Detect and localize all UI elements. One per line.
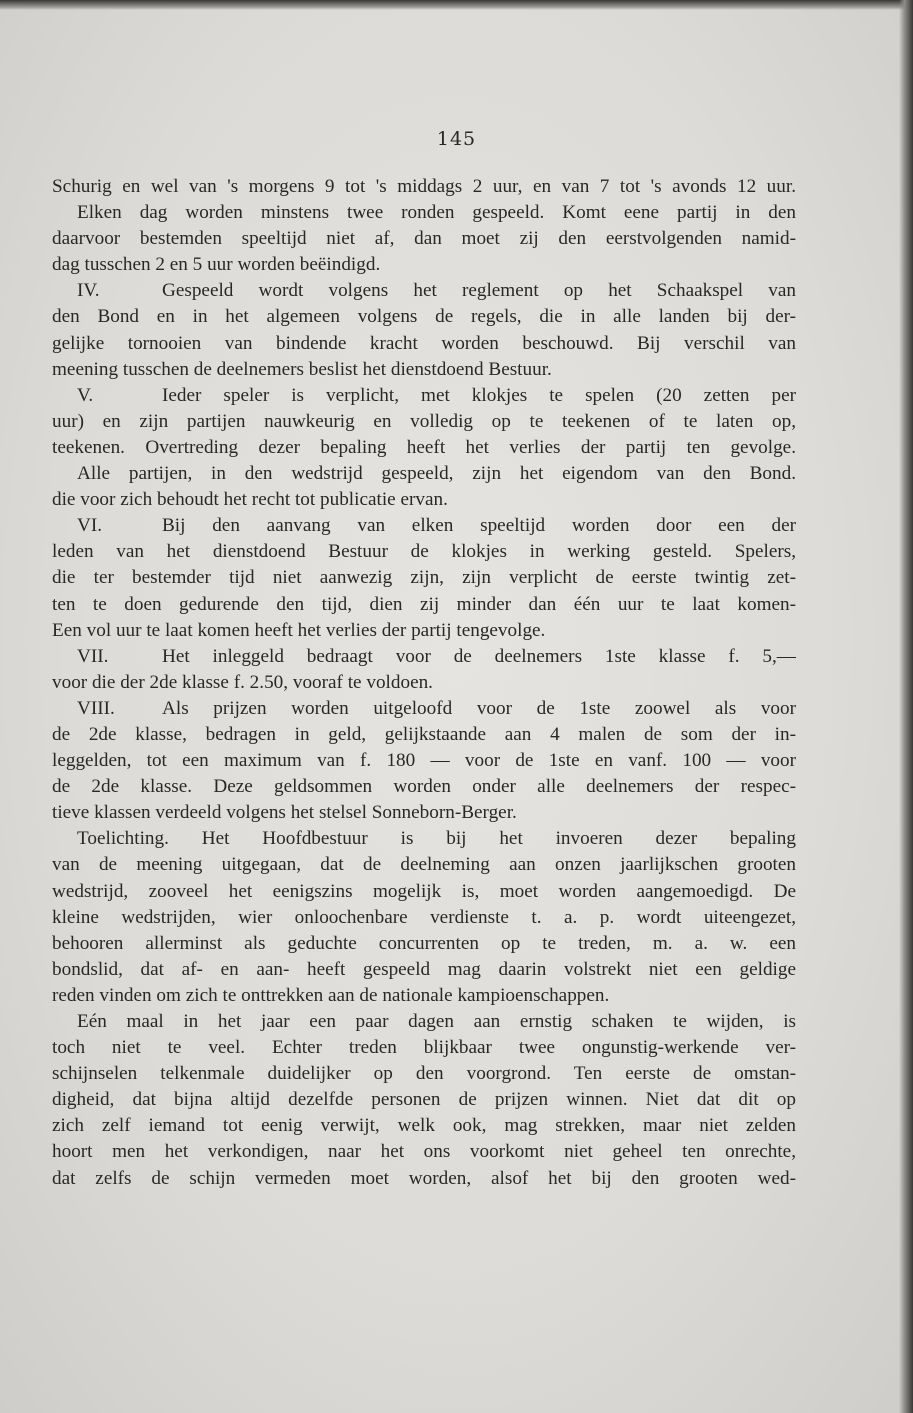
line-text: ten te doen gedurende den tijd, dien zij minder dan één uur te laat komen- xyxy=(52,593,796,615)
line-text: tieve klassen verdeeld volgens het stelsel Sonneborn-Berger. xyxy=(52,802,517,824)
text-line xyxy=(52,852,796,878)
text-line xyxy=(52,487,796,513)
text-line xyxy=(52,1035,796,1061)
text-line xyxy=(52,304,796,330)
line-text: Toelichting. Het Hoofdbestuur is bij het invoeren dezer bepaling xyxy=(77,828,796,850)
line-text: leggelden, tot een maximum van f. 180 — voor de 1ste en vanf. 100 — voor xyxy=(52,750,796,772)
line-text: de 2de klasse, bedragen in geld, gelijkstaande aan 4 malen de som der in- xyxy=(52,723,796,745)
text-line xyxy=(52,252,796,278)
line-text: Bij den aanvang van elken speeltijd worden door een der xyxy=(162,515,796,537)
line-text: Ieder speler is verplicht, met klokjes te spelen (20 zetten per xyxy=(162,384,796,406)
text-line xyxy=(52,879,796,905)
text-line xyxy=(52,1087,796,1113)
line-text: Als prijzen worden uitgeloofd voor de 1ste zoowel als voor xyxy=(162,697,796,719)
text-line xyxy=(52,539,796,565)
text-line xyxy=(52,592,796,618)
line-text: wedstrijd, zooveel het eenigszins mogelijk is, moet worden aangemoedigd. De xyxy=(52,880,796,902)
text-line xyxy=(52,1139,796,1165)
text-line xyxy=(52,618,796,644)
line-text: uur) en zijn partijen nauwkeurig en volledig op te teekenen of te laten op, xyxy=(52,410,796,432)
text-line xyxy=(52,905,796,931)
text-line xyxy=(52,357,796,383)
text-line xyxy=(52,565,796,591)
line-text: bondslid, dat af- en aan- heeft gespeeld mag daarin volstrekt niet een geldige xyxy=(52,958,796,980)
line-text: Gespeeld wordt volgens het reglement op het Schaakspel van xyxy=(162,280,796,302)
text-line xyxy=(52,383,796,409)
text-line xyxy=(52,461,796,487)
text-line xyxy=(52,722,796,748)
article-number: IV. xyxy=(77,280,100,302)
text-line xyxy=(52,696,796,722)
article-number: VI. xyxy=(77,515,103,537)
line-text: Schurig en wel van 's morgens 9 tot 's middags 2 uur, en van 7 tot 's avonds 12 uur. xyxy=(52,176,796,197)
text-line xyxy=(52,513,796,539)
line-text: Alle partijen, in den wedstrijd gespeeld, zijn het eigendom van den Bond. xyxy=(77,463,796,485)
line-text: Het inleggeld bedraagt voor de deelnemers 1ste klasse f. 5,— xyxy=(162,645,796,667)
line-text: gelijke tornooien van bindende kracht worden beschouwd. Bij verschil van xyxy=(52,332,796,354)
text-line xyxy=(52,226,796,252)
text-line xyxy=(52,409,796,435)
line-text: toch niet te veel. Echter treden blijkbaar twee ongunstig-werkende ver- xyxy=(52,1037,796,1059)
line-text: reden vinden om zich te onttrekken aan de nationale kampioenschappen. xyxy=(52,984,610,1006)
line-text: die ter bestemder tijd niet aanwezig zijn, zijn verplicht de eerste twintig zet- xyxy=(52,567,796,589)
line-text: van de meening uitgegaan, dat de deelneming aan onzen jaarlijkschen grooten xyxy=(52,854,796,876)
line-text: Elken dag worden minstens twee ronden gespeeld. Komt eene partij in den xyxy=(77,202,796,224)
text-line xyxy=(52,670,796,696)
text-line xyxy=(52,435,796,461)
text-line xyxy=(52,826,796,852)
text-line xyxy=(52,774,796,800)
line-text: zich zelf iemand tot eenig verwijt, welk ook, mag strekken, maar niet zelden xyxy=(52,1115,796,1137)
line-text: daarvoor bestemden speeltijd niet af, dan moet zij den eerstvolgenden namid- xyxy=(52,228,796,250)
scan-edge-right xyxy=(899,0,913,1413)
line-text: leden van het dienstdoend Bestuur de klokjes in werking gesteld. Spelers, xyxy=(52,541,796,563)
line-text: kleine wedstrijden, wier onloochenbare verdienste t. a. p. wordt uiteengezet, xyxy=(52,906,796,928)
text-line xyxy=(52,644,796,670)
text-line xyxy=(52,748,796,774)
page-number: 145 xyxy=(436,128,477,150)
line-text: Eén maal in het jaar een paar dagen aan ernstig schaken te wijden, is xyxy=(77,1011,796,1032)
line-text: hoort men het verkondigen, naar het ons voorkomt niet geheel ten onrechte, xyxy=(52,1141,796,1163)
line-text: digheid, dat bijna altijd dezelfde personen de prijzen winnen. Niet dat dit op xyxy=(52,1089,796,1111)
line-text: schijnselen telkenmale duidelijker op den voorgrond. Ten eerste de omstan- xyxy=(52,1063,796,1085)
text-line xyxy=(52,931,796,957)
text-line xyxy=(52,278,796,304)
line-text: Een vol uur te laat komen heeft het verlies der partij tengevolge. xyxy=(52,619,546,641)
text-line xyxy=(52,983,796,1009)
body-text xyxy=(52,174,796,1192)
text-line xyxy=(52,1113,796,1139)
line-text: meening tusschen de deelnemers beslist het dienstdoend Bestuur. xyxy=(52,358,552,380)
text-line xyxy=(52,957,796,983)
scan-edge-top xyxy=(0,0,913,10)
text-line xyxy=(52,200,796,226)
line-text: die voor zich behoudt het recht tot publicatie ervan. xyxy=(52,489,448,511)
article-number: VIII. xyxy=(77,697,115,719)
line-text: den Bond en in het algemeen volgens de regels, die in alle landen bij der- xyxy=(52,306,796,328)
text-line xyxy=(52,1061,796,1087)
article-number: VII. xyxy=(77,645,109,667)
line-text: behooren allerminst als geduchte concurrenten op te treden, m. a. w. een xyxy=(52,932,796,954)
text-line xyxy=(52,1009,796,1035)
line-text: voor die der 2de klasse f. 2.50, vooraf te voldoen. xyxy=(52,671,433,693)
line-text: de 2de klasse. Deze geldsommen worden onder alle deelnemers der respec- xyxy=(52,776,796,798)
line-text: teekenen. Overtreding dezer bepaling heeft het verlies der partij ten gevolge. xyxy=(52,436,796,458)
line-text: dat zelfs de schijn vermeden moet worden, alsof het bij den grooten wed- xyxy=(52,1167,796,1189)
text-line xyxy=(52,1166,796,1192)
text-line xyxy=(52,331,796,357)
text-line xyxy=(52,800,796,826)
article-number: V. xyxy=(77,384,94,406)
text-line xyxy=(52,174,796,200)
line-text: dag tusschen 2 en 5 uur worden beëindigd. xyxy=(52,254,381,276)
